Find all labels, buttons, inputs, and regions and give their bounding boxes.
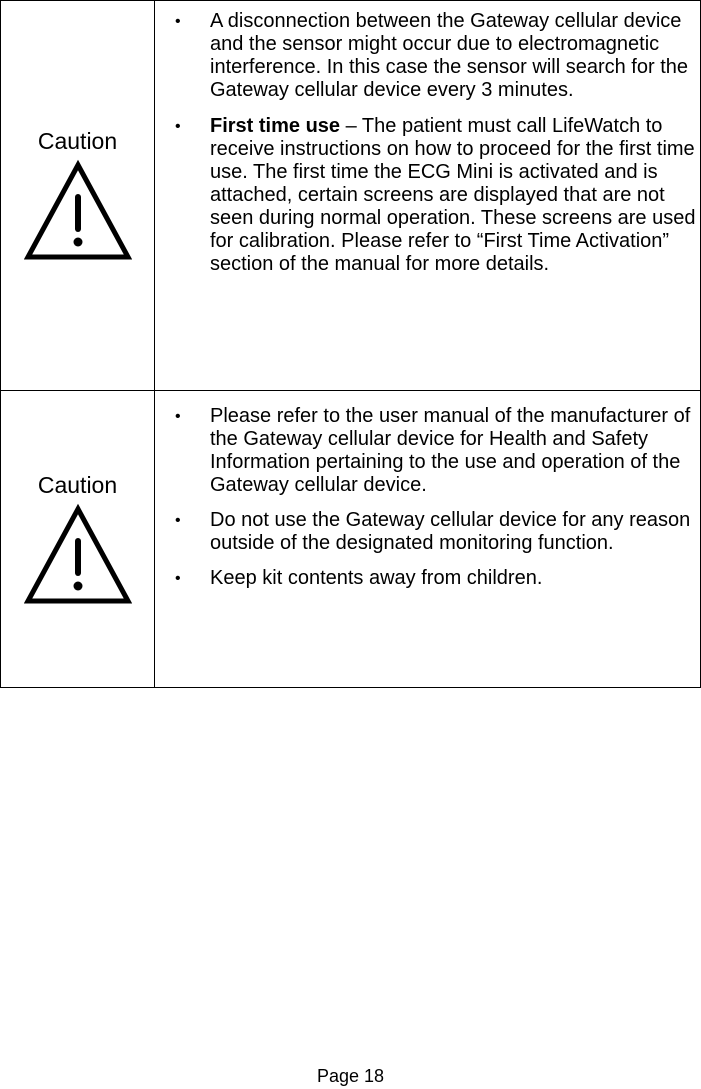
bullet-text: Keep kit contents away from children.	[210, 567, 543, 589]
caution-label-cell	[1, 1, 155, 391]
bullet-dot: •	[175, 118, 181, 135]
warning-triangle-icon	[24, 157, 132, 263]
caution-label: Caution	[37, 471, 118, 498]
bullet-list	[155, 1, 700, 276]
bullet-item	[155, 405, 700, 497]
bullet-item	[155, 115, 700, 276]
bullet-text: – The patient must call LifeWatch to receive instructions on how to proceed for the first time use. The first time the ECG Mini is activated and is attached, certain screens are displayed that are not seen during normal operation. These screens are used for calibration. Please refer to “First Time Activation” section of the manual for more details.	[210, 115, 696, 275]
warning-triangle-icon	[24, 501, 132, 607]
bullet-item	[155, 567, 700, 590]
bullet-dot: •	[175, 570, 181, 587]
bullet-dot: •	[175, 512, 181, 529]
caution-text-cell	[155, 391, 701, 688]
bullet-item	[155, 10, 700, 102]
bullet-text: Do not use the Gateway cellular device for any reason outside of the designated monitoring function.	[210, 509, 691, 554]
bullet-text: A disconnection between the Gateway cellular device and the sensor might occur due to electromagnetic interference. In this case the sensor will search for the Gateway cellular device every 3 minutes.	[210, 10, 689, 101]
caution-label-cell	[1, 391, 155, 688]
bullet-dot: •	[175, 13, 181, 30]
caution-row	[1, 1, 701, 391]
bullet-dot: •	[175, 408, 181, 425]
bullet-bold-lead: First time use	[210, 115, 341, 137]
caution-row	[1, 391, 701, 688]
caution-text-cell	[155, 1, 701, 391]
bullet-list	[155, 391, 700, 590]
bullet-text: Please refer to the user manual of the manufacturer of the Gateway cellular device for Health and Safety Information pertaining to the use and operation of the Gateway cellular device.	[210, 405, 691, 496]
page-number: Page 18	[316, 1066, 385, 1086]
bullet-item	[155, 509, 700, 555]
caution-label: Caution	[37, 128, 118, 154]
